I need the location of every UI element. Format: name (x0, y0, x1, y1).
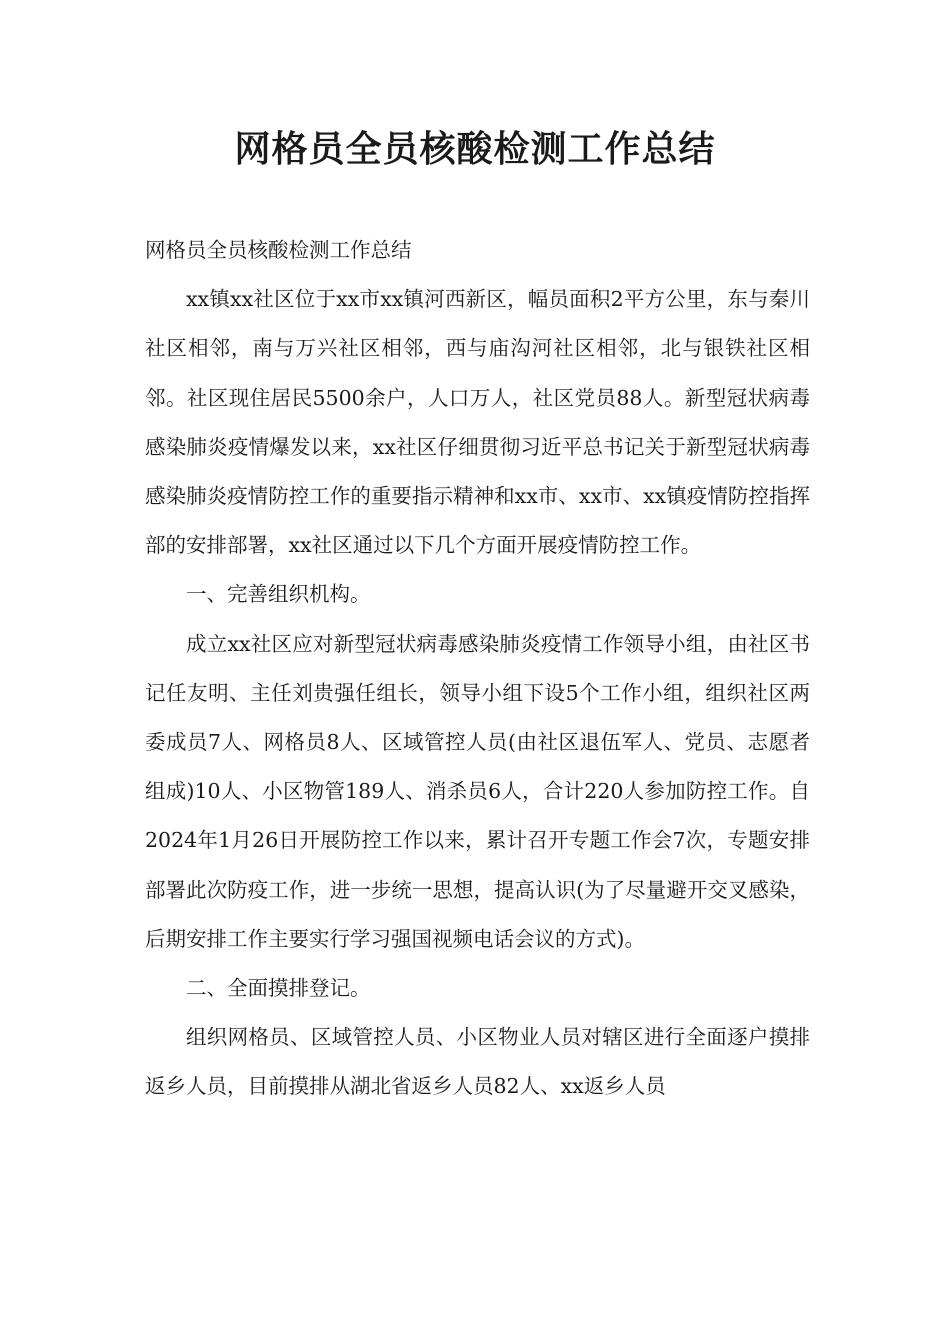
document-title: 网格员全员核酸检测工作总结 (234, 129, 716, 170)
document-body (145, 226, 810, 1112)
paragraph-organization: 成立xx社区应对新型冠状病毒感染肺炎疫情工作领导小组，由社区书记任友明、主任刘贵强任组长，领导小组下设5个工作小组，组织社区两委成员7人、网格员8人、区域管控人员(由社区退伍军人、党员、志愿者组成)10人、小区物管189人、消杀员6人，合计220人参加防控工作。自2024年1月26日开展防控工作以来，累计召开专题工作会7次，专题安排部署此次防疫工作，进一步统一思想，提高认识(为了尽量避开交叉感染，后期安排工作主要实行学习强国视频电话会议的方式)。 (145, 631, 810, 951)
document-subtitle: 网格员全员核酸检测工作总结 (145, 238, 412, 262)
paragraph-intro: xx镇xx社区位于xx市xx镇河西新区，幅员面积2平方公里，东与秦川社区相邻，南与万兴社区相邻，西与庙沟河社区相邻，北与银铁社区相邻。社区现住居民5500余户，人口万人，社区党员88人。新型冠状病毒感染肺炎疫情爆发以来，xx社区仔细贯彻习近平总书记关于新型冠状病毒感染肺炎疫情防控工作的重要指示精神和xx市、xx市、xx镇疫情防控指挥部的安排部署，xx社区通过以下几个方面开展疫情防控工作。 (145, 287, 810, 558)
section-heading-survey: 二、全面摸排登记。 (186, 976, 371, 1001)
section-heading-organization: 一、完善组织机构。 (186, 582, 371, 607)
paragraph-survey: 组织网格员、区域管控人员、小区物业人员对辖区进行全面逐户摸排返乡人员，目前摸排从湖北省返乡人员82人、xx返乡人员 (145, 1025, 810, 1099)
